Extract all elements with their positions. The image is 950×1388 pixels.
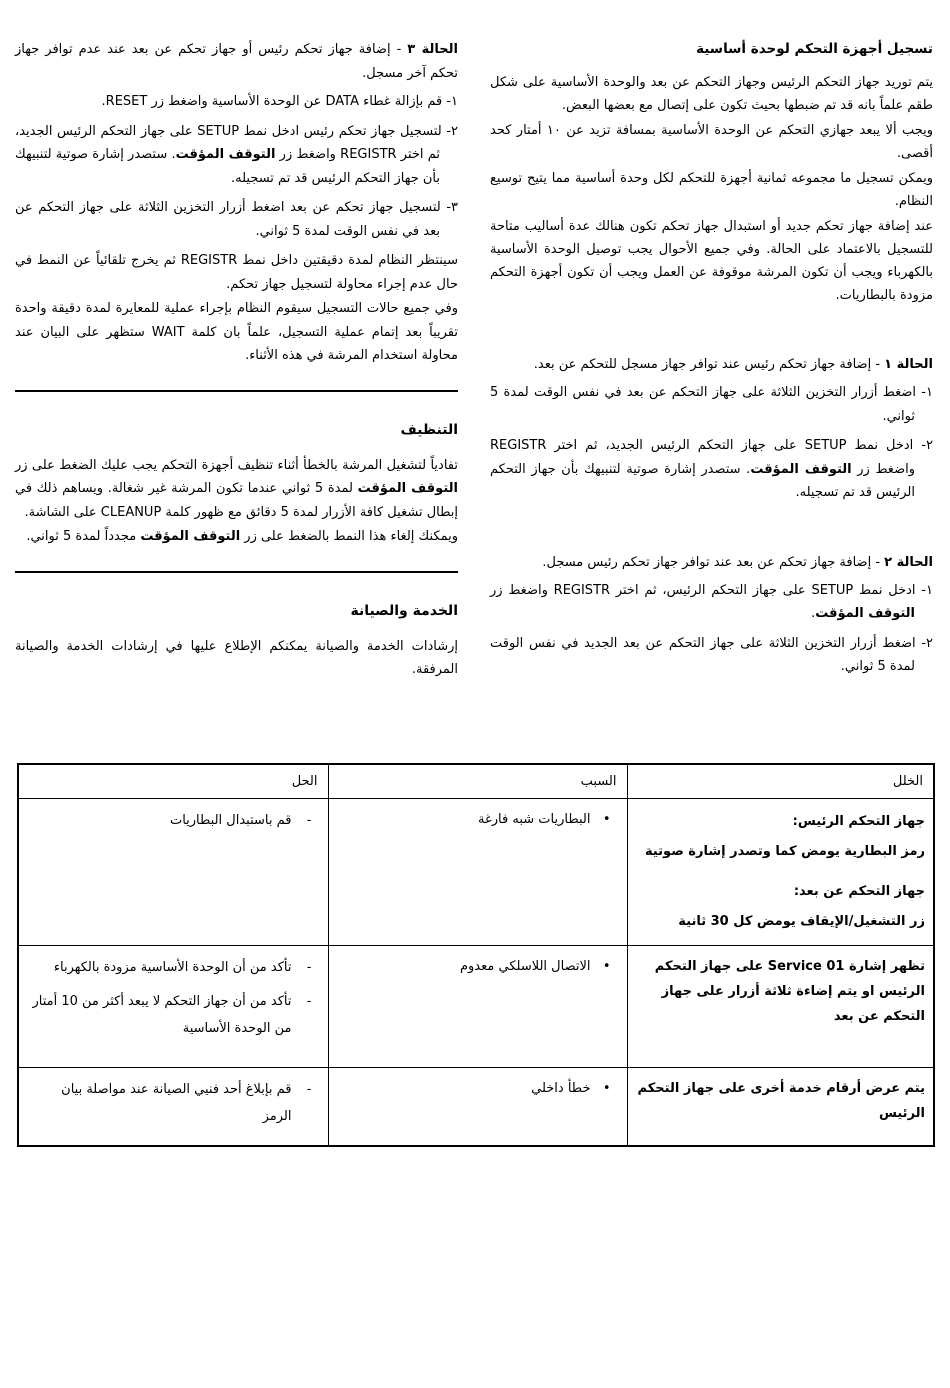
section-divider: [15, 571, 458, 573]
fault-cell: [627, 799, 934, 946]
cause-item: • الاتصال اللاسلكي معدوم: [339, 954, 619, 979]
case-3-title: [15, 38, 458, 86]
cleaning-cancel-text: ويمكنك إلغاء هذا النمط بالضغط على زر: [240, 529, 458, 544]
case-2-step-1-text-end: .: [811, 606, 816, 621]
troubleshooting-table: [17, 763, 935, 1147]
cleaning-cancel-text-end: مجدداً لمدة 5 ثواني.: [26, 529, 141, 544]
solution-item: - تأكد من أن جهاز التحكم لا يبعد أكثر من 10 أمتار من الوحدة الأساسية: [29, 988, 320, 1042]
section-divider: [15, 390, 458, 392]
cleaning-paragraph: [15, 454, 458, 525]
cause-item: • خطأ داخلي: [339, 1076, 619, 1101]
case-2-step-2: ٢- اضغط أزرار التخزين الثلاثة على جهاز التحكم عن بعد الجديد في نفس الوقت لمدة 5 ثواني.: [490, 635, 933, 674]
solution-item: - تأكد من أن الوحدة الأساسية مزودة بالكهرباء: [29, 954, 320, 981]
pause-button-term: التوقف المؤقت: [175, 147, 276, 162]
case-1: [490, 353, 933, 505]
solution-item: - قم باستبدال البطاريات: [29, 807, 320, 834]
pause-button-term: التوقف المؤقت: [140, 529, 241, 544]
case-2: [490, 551, 933, 679]
case-2-label: الحالة ٢: [884, 554, 933, 570]
header-cause: السبب: [328, 764, 627, 799]
case-3-step-1: ١- قم بإزالة غطاء DATA عن الوحدة الأساسية واضغط زر RESET.: [101, 94, 458, 109]
cleaning-cancel-paragraph: [15, 525, 458, 549]
case-3: [15, 38, 458, 243]
table-row: [18, 1068, 934, 1147]
cause-item: • البطاريات شبه فارغة: [339, 807, 619, 832]
case-3-step-2: [15, 120, 458, 191]
table-header-row: [18, 764, 934, 799]
intro-paragraph: يتم توريد جهاز التحكم الرئيس وجهاز التحكم عن بعد والوحدة الأساسية على شكل طقم علماً بانه قد تم ضبطها بحيث تكون على إتصال مع بعضها البعض.: [490, 75, 933, 113]
case-1-step-2-text-end: . ستصدر إشارة صوتية لتنبيهك بأن جهاز التحكم الرئيس قد تم تسجيله.: [490, 461, 915, 500]
table-row: [18, 946, 934, 1068]
left-column: [15, 38, 458, 683]
case-1-step-2-text: ٢- ادخل نمط SETUP على جهاز التحكم الرئيس الجديد، ثم اختر REGISTR واضغط زر: [490, 438, 933, 477]
distance-paragraph: ويجب ألا يبعد جهازي التحكم عن الوحدة الأساسية بمسافة تزيد عن ١٠ أمتار كحد أقصى.: [490, 123, 933, 161]
main-controller-symptom: رمز البطارية يومض كما وتصدر إشارة صوتية: [644, 844, 925, 859]
cause-cell: [328, 799, 627, 946]
cleaning-heading: التنظيف: [400, 421, 458, 438]
case-3-step-2-text: ٢- لتسجيل جهاز تحكم رئيس ادخل نمط SETUP على جهاز التحكم الرئيس الجديد، ثم اختر REGISTR واضغط زر: [15, 123, 458, 162]
solution-item: - قم بإبلاغ أحد فنيي الصيانة عند مواصلة بيان الرمز: [29, 1076, 320, 1130]
case-1-label: الحالة ١: [884, 357, 933, 372]
remote-controller-label: جهاز التحكم عن بعد:: [793, 884, 925, 899]
service-paragraph: إرشادات الخدمة والصيانة يمكنكم الإطلاع عليها في إرشادات الخدمة والصيانة المرفقة.: [15, 638, 458, 677]
cleaning-text: تفادياً لتشغيل المرشة بالخطأ أثناء تنظيف أجهزة التحكم يجب عليك الضغط على زر: [15, 457, 458, 473]
case-1-title: [490, 353, 933, 377]
spacer: [638, 867, 926, 877]
case-3-step-3: ٣- لتسجيل جهاز تحكم عن بعد اضغط أزرار التخزين الثلاثة على جهاز التحكم عن بعد في نفس الوقت لمدة 5 ثواني.: [15, 200, 458, 239]
table-body: [18, 799, 934, 1147]
capacity-paragraph: ويمكن تسجيل ما مجموعه ثمانية أجهزة للتحكم لكل وحدة أساسية مما يتيح توسيع النظام.: [490, 171, 933, 209]
registration-heading: تسجيل أجهزة التحكم لوحدة أساسية: [696, 41, 933, 57]
methods-paragraph: عند إضافة جهاز تحكم جديد أو استبدال جهاز تحكم تكون هنالك عدة أساليب متاحة للتسجيل بالاعتماد على الحالة. وفي جميع الأحوال يجب توصيل الوحدة الأساسية بالكهرباء ويجب أن تكون المرشة موقوفة عن العمل ويجب أن تكون أجهزة التحكم مزودة بالبطاريات.: [490, 219, 933, 303]
case-3-title-text: - إضافة جهاز تحكم رئيس أو جهاز تحكم عن بعد عند عدم توافر جهاز تحكم آخر مسجل.: [15, 42, 458, 81]
case-1-step-1: ١- اضغط أزرار التخزين الثلاثة على جهاز التحكم عن بعد في نفس الوقت لمدة 5 ثواني.: [490, 385, 933, 424]
case-2-title-text: - إضافة جهاز تحكم عن بعد عند توافر جهاز تحكم رئيس مسجل.: [542, 554, 885, 570]
pause-button-term: التوقف المؤقت: [815, 606, 915, 621]
table-header: [18, 764, 934, 799]
case-2-step-1: [490, 579, 933, 626]
cleaning-text-end: لمدة 5 ثواني عندما تكون المرشة غير شغالة. ويساهم ذلك في إبطال تشغيل كافة الأزرار لمدة 5 دقائق مع ظهور كلمة CLEANUP على الشاشة.: [15, 481, 458, 520]
fault-cell: تظهر إشارة Service 01 على جهاز التحكم الرئيس او يتم إضاءة ثلاثة أزرار على جهاز التحكم عن بعد: [627, 946, 934, 1068]
cause-cell: [328, 946, 627, 1068]
fault-cell: يتم عرض أرقام خدمة أخرى على جهاز التحكم الرئيس: [627, 1068, 934, 1147]
table-row: [18, 799, 934, 946]
cause-cell: [328, 1068, 627, 1147]
header-solution: الحل: [18, 764, 328, 799]
case-2-step-1-text: ١- ادخل نمط SETUP على جهاز التحكم الرئيس، ثم اختر REGISTR واضغط زر: [490, 582, 933, 598]
pause-button-term: التوقف المؤقت: [750, 461, 852, 477]
pause-button-term: التوقف المؤقت: [357, 481, 458, 496]
case-2-title: [490, 551, 933, 575]
case-3-label: الحالة ٣: [407, 42, 458, 57]
remote-controller-symptom: زر التشغيل/الإيقاف يومض كل 30 ثانية: [678, 914, 925, 929]
timeout-note: سينتظر النظام لمدة دقيقتين داخل نمط REGISTR ثم يخرج تلقائياً عن النمط في حال عدم إجراء محاولة لتسجيل جهاز تحكم.: [15, 253, 458, 292]
solution-cell: [18, 1068, 328, 1147]
header-fault: الخلل: [627, 764, 934, 799]
solution-cell: [18, 946, 328, 1068]
case-1-title-text: - إضافة جهاز تحكم رئيس عند توافر جهاز مسجل للتحكم عن بعد.: [533, 357, 885, 372]
calibration-note: وفي جميع حالات التسجيل سيقوم النظام بإجراء عملية للمعايرة لمدة دقيقة واحدة تقريباً بعد إتمام عملية التسجيل، علماً بان كلمة WAIT ستظهر على البيان عند محاولة استخدام المرشة في هذه الأثناء.: [15, 301, 458, 363]
solution-cell: [18, 799, 328, 946]
case-1-step-2: [490, 434, 933, 505]
case-3-step-2-text-end: . ستصدر إشارة صوتية لتنبيهك بأن جهاز التحكم الرئيس قد تم تسجيله.: [15, 147, 440, 186]
service-heading: الخدمة والصيانة: [350, 602, 458, 619]
right-column: [490, 38, 933, 685]
main-controller-label: جهاز التحكم الرئيس:: [792, 814, 925, 829]
